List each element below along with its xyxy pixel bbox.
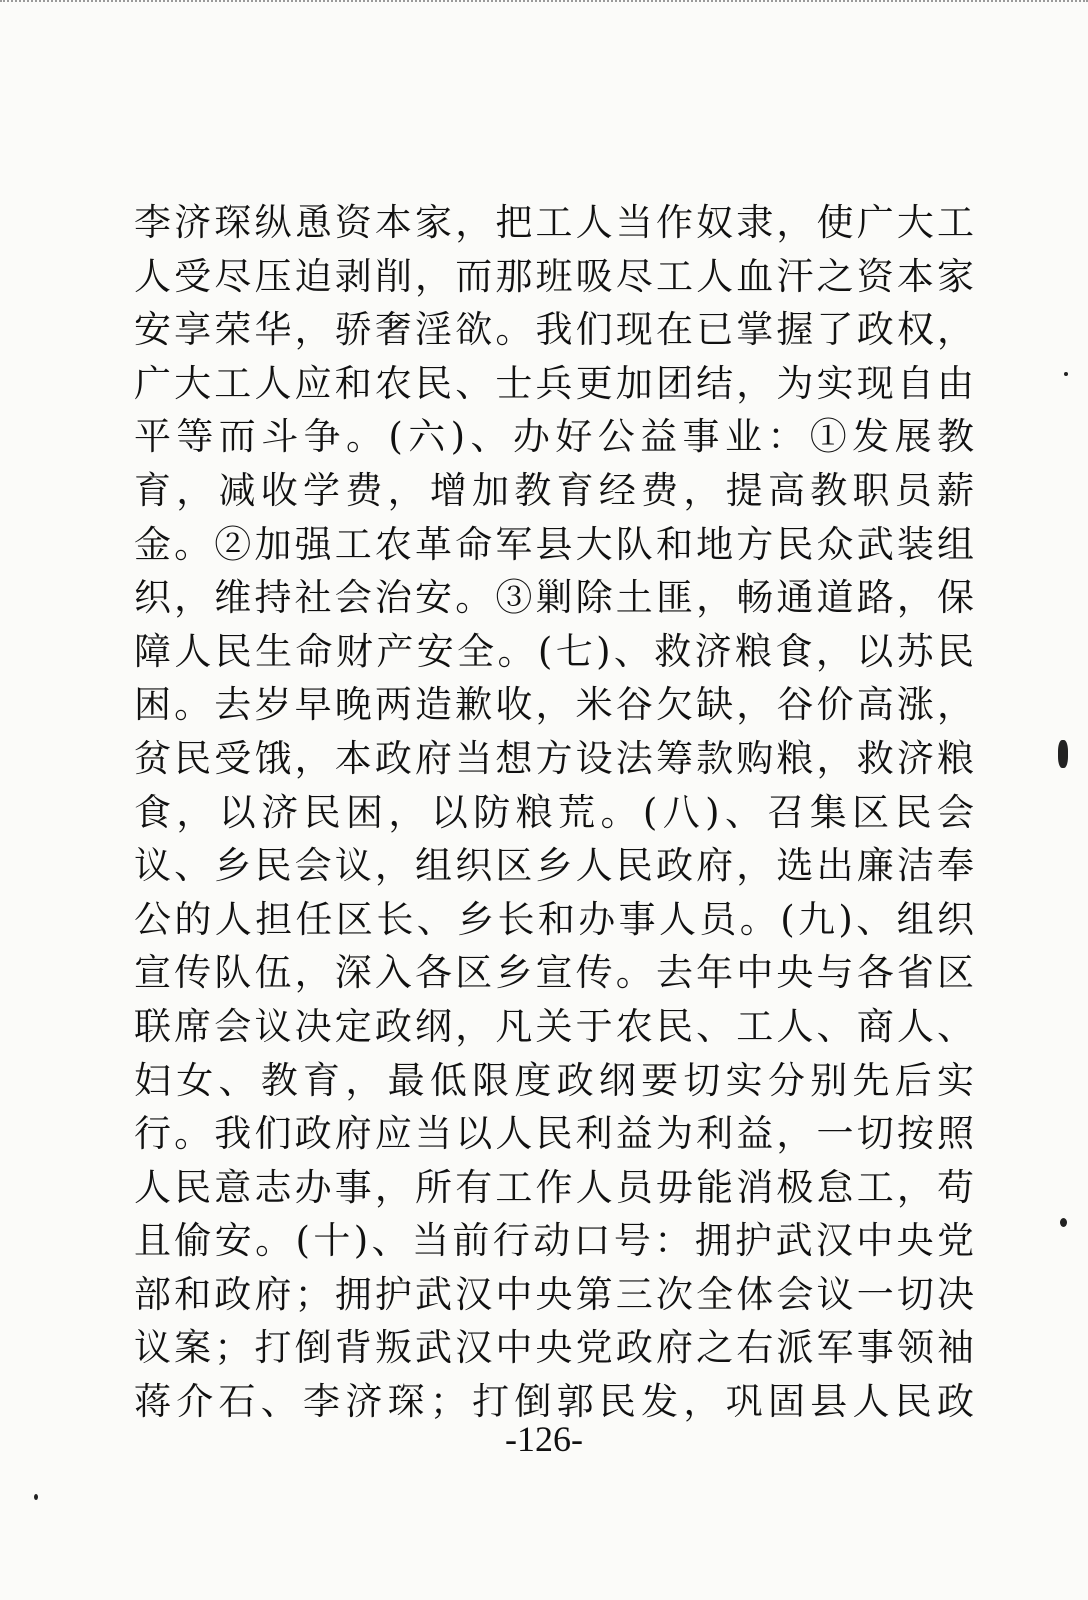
text-line: 食，以济民困，以防粮荒。(八)、召集区民会	[134, 790, 974, 834]
text-line: 安享荣华，骄奢淫欲。我们现在已掌握了政权，	[134, 308, 974, 352]
text-line: 行。我们政府应当以人民利益为利益，一切按照	[134, 1112, 974, 1156]
scan-speck	[1058, 740, 1068, 768]
text-line: 议案；打倒背叛武汉中央党政府之右派军事领袖	[134, 1326, 974, 1370]
text-line: 蒋介石、李济琛；打倒郭民发，巩固县人民政	[134, 1380, 974, 1424]
text-line: 李济琛纵恿资本家，把工人当作奴隶，使广大工	[134, 201, 974, 244]
text-line: 人受尽压迫剥削，而那班吸尽工人血汗之资本家	[134, 254, 974, 298]
text-line: 部和政府；拥护武汉中央第三次全体会议一切决	[134, 1272, 974, 1316]
text-line: 人民意志办事，所有工作人员毋能消极怠工，苟	[134, 1165, 974, 1209]
scan-top-edge	[0, 0, 1088, 6]
text-line: 妇女、教育，最低限度政纲要切实分别先后实	[134, 1058, 974, 1102]
scan-speck	[1060, 1218, 1067, 1227]
scan-speck	[1064, 372, 1068, 376]
text-line: 联席会议决定政纲，凡关于农民、工人、商人、	[134, 1004, 974, 1048]
text-line: 织，维持社会治安。③剿除土匪，畅通道路，保	[134, 576, 974, 620]
text-line: 公的人担任区长、乡长和办事人员。(九)、组织	[134, 897, 974, 941]
text-line: 议、乡民会议，组织区乡人民政府，选出廉洁奉	[134, 844, 974, 888]
text-line: 困。去岁早晚两造歉收，米谷欠缺，谷价高涨，	[134, 683, 974, 727]
text-line: 障人民生命财产安全。(七)、救济粮食，以苏民	[134, 629, 974, 673]
scan-speck	[34, 1494, 38, 1500]
text-line: 且偷安。(十)、当前行动口号：拥护武汉中央党	[134, 1219, 974, 1263]
body-text	[134, 196, 974, 1429]
text-line: 宣传队伍，深入各区乡宣传。去年中央与各省区	[134, 951, 974, 995]
text-line: 育，减收学费，增加教育经费，提高教职员薪	[134, 468, 974, 512]
page-number: -126-	[505, 1419, 583, 1459]
text-line: 贫民受饿，本政府当想方设法筹款购粮，救济粮	[134, 736, 974, 780]
text-line: 金。②加强工农革命军县大队和地方民众武装组	[134, 522, 974, 566]
text-line: 广大工人应和农民、士兵更加团结，为实现自由	[134, 361, 974, 405]
text-line: 平等而斗争。(六)、办好公益事业：①发展教	[134, 415, 974, 459]
